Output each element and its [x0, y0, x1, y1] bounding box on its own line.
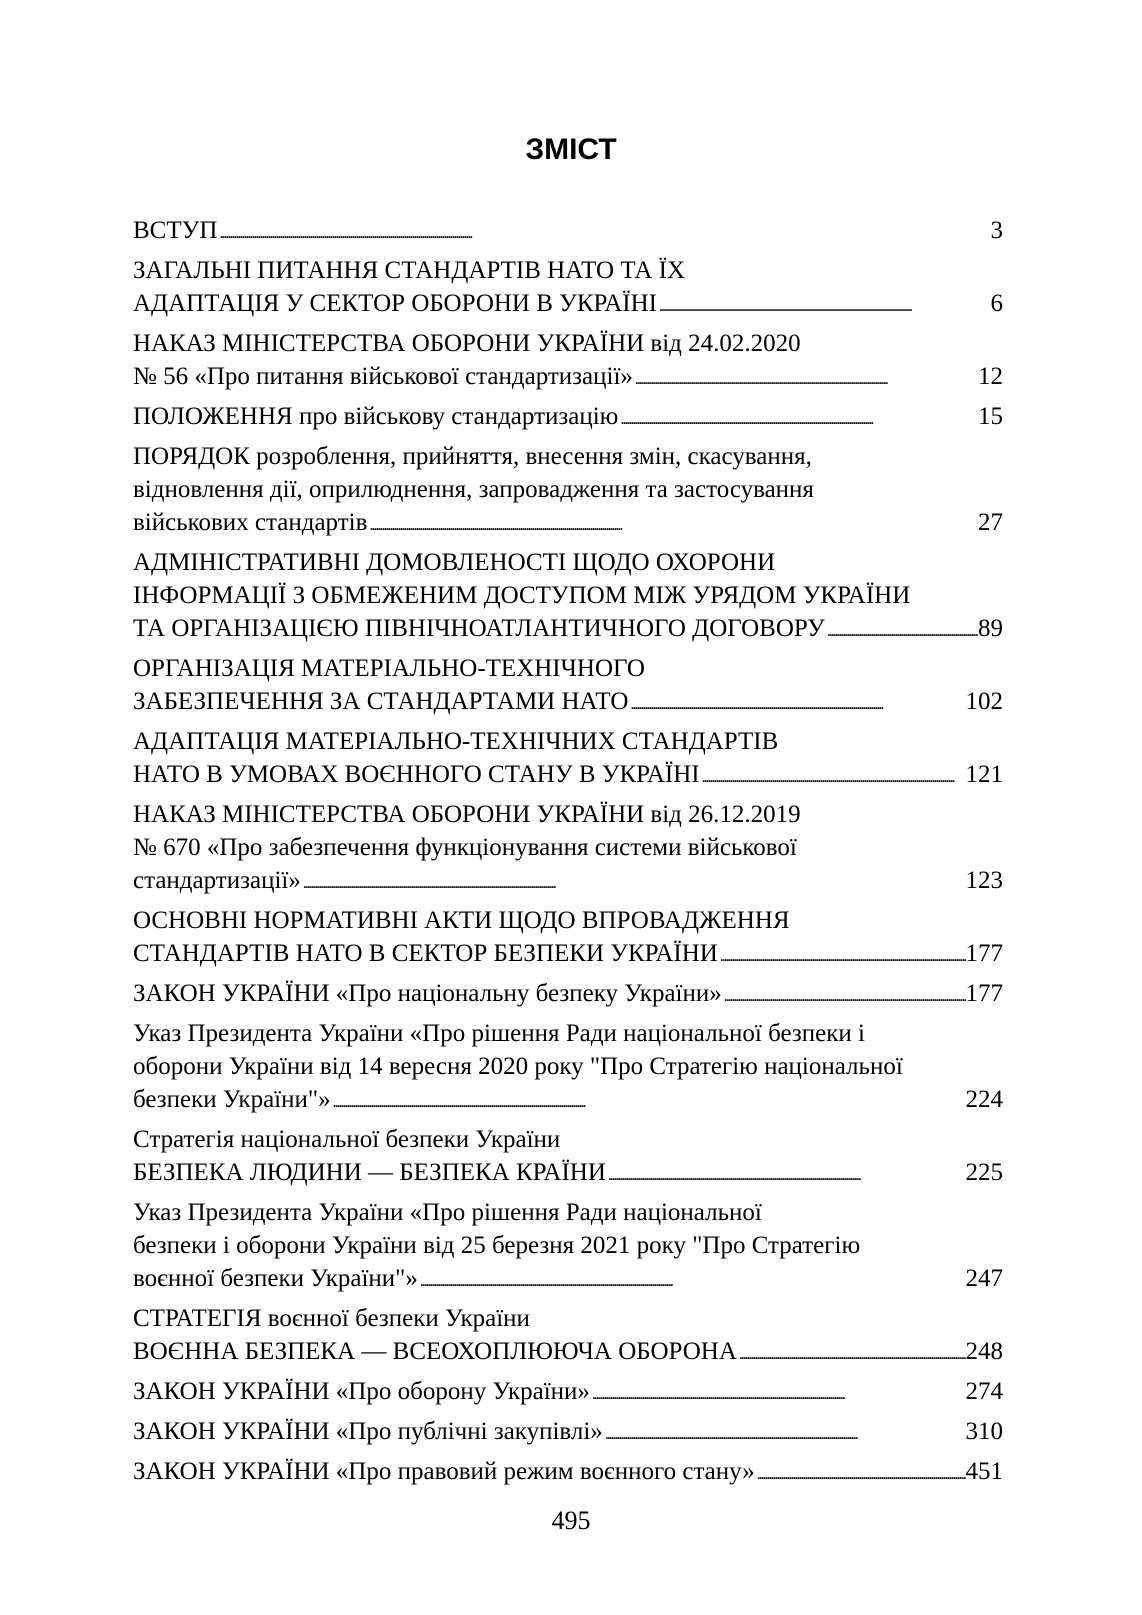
toc-page-number: 177: [965, 940, 1003, 967]
toc-entry-text: ВОЄННА БЕЗПЕКА — ВСЕОХОПЛЮЮЧА ОБОРОНА: [133, 1338, 737, 1365]
toc-entry-text: № 670 «Про забезпечення функціонування системи військової: [133, 834, 797, 861]
toc-entry-text: № 56 «Про питання військової стандартизації»: [133, 363, 633, 390]
toc-entry-text: ВСТУП: [133, 217, 218, 244]
dot-leader: [301, 864, 966, 900]
toc-entry-text: БЕЗПЕКА ЛЮДИНИ — БЕЗПЕКА КРАЇНИ: [133, 1159, 606, 1186]
toc-entry-line: [133, 400, 1003, 436]
toc-entry: [133, 400, 1003, 436]
toc-entry-text: Стратегія національної безпеки України: [133, 1126, 561, 1153]
toc-entry-text: ЗАКОН УКРАЇНИ «Про публічні закупівлі»: [133, 1418, 603, 1445]
dot-leader: [825, 612, 978, 648]
toc-page-number: 121: [965, 761, 1003, 788]
dot-leader: [700, 758, 966, 794]
toc-entry-line: [133, 1017, 1003, 1050]
toc-entry-text: ІНФОРМАЦІЇ З ОБМЕЖЕНИМ ДОСТУПОМ МІЖ УРЯДОМ УКРАЇНИ: [133, 582, 911, 609]
toc-entry-text: ЗАКОН УКРАЇНИ «Про національну безпеку України»: [133, 980, 722, 1007]
toc-entry: [133, 652, 1003, 721]
toc-entry-line: [133, 652, 1003, 685]
toc-page-number: 27: [978, 509, 1003, 536]
toc-entry-line: [133, 1415, 1003, 1451]
dot-leader: [755, 1455, 966, 1491]
toc-entry-line: [133, 977, 1003, 1013]
toc-page-number: 274: [965, 1378, 1003, 1405]
toc-page-number: 6: [990, 290, 1003, 317]
toc-page-number: 89: [978, 615, 1003, 642]
toc-entry-line: [133, 1375, 1003, 1411]
toc-entry-text: ЗАКОН УКРАЇНИ «Про оборону України»: [133, 1378, 590, 1405]
toc-entry-line: [133, 904, 1003, 937]
dot-leader: [737, 1335, 966, 1371]
toc-entry-line: [133, 725, 1003, 758]
toc-entry-line: [133, 254, 1003, 287]
toc-entry-line: [133, 612, 1003, 648]
toc-entry-text: стандартизації»: [133, 867, 301, 894]
toc-entry-line: [133, 864, 1003, 900]
toc-entry: [133, 254, 1003, 323]
toc-page-number: 224: [965, 1086, 1003, 1113]
toc-entry: [133, 1455, 1003, 1491]
toc-entry-line: [133, 473, 1003, 506]
dot-leader: [722, 977, 966, 1013]
toc-entry-line: [133, 1196, 1003, 1229]
toc-entry: [133, 1017, 1003, 1119]
toc-entry-text: СТАНДАРТІВ НАТО В СЕКТОР БЕЗПЕКИ УКРАЇНИ: [133, 940, 718, 967]
toc-entry-text: Указ Президента України «Про рішення Ради національної безпеки і: [133, 1020, 865, 1047]
toc-entry: [133, 725, 1003, 794]
toc-page-number: 310: [965, 1418, 1003, 1445]
toc-page-number: 247: [965, 1265, 1003, 1292]
toc-entry: [133, 1123, 1003, 1192]
toc-entry-text: ЗАГАЛЬНІ ПИТАННЯ СТАНДАРТІВ НАТО ТА ЇХ: [133, 257, 686, 284]
toc-entry: [133, 327, 1003, 396]
toc-entry-line: [133, 685, 1003, 721]
footer-page-number: 495: [551, 1506, 591, 1535]
toc-entry: [133, 904, 1003, 973]
toc-entry-text: НАТО В УМОВАХ ВОЄННОГО СТАНУ В УКРАЇНІ: [133, 761, 700, 788]
toc-entry-text: військових стандартів: [133, 509, 368, 536]
toc-entry-text: АДАПТАЦІЯ МАТЕРІАЛЬНО-ТЕХНІЧНИХ СТАНДАРТІВ: [133, 728, 779, 755]
toc-entry-line: [133, 1302, 1003, 1335]
toc-entry-text: ПОЛОЖЕННЯ про військову стандартизацію: [133, 403, 619, 430]
toc-page-number: 102: [965, 688, 1003, 715]
toc-entry-line: [133, 1335, 1003, 1371]
toc-entry-line: [133, 327, 1003, 360]
toc-entry-line: [133, 1123, 1003, 1156]
dot-leader: [217, 214, 990, 250]
toc-page-number: 3: [990, 217, 1003, 244]
dot-leader: [418, 1262, 966, 1298]
toc-page-number: 225: [965, 1159, 1003, 1186]
dot-leader: [618, 400, 978, 436]
toc-entry-line: [133, 360, 1003, 396]
dot-leader: [590, 1375, 966, 1411]
toc-entry: [133, 798, 1003, 900]
toc-entry-text: АДМІНІСТРАТИВНІ ДОМОВЛЕНОСТІ ЩОДО ОХОРОНИ: [133, 549, 776, 576]
toc-entry: [133, 1302, 1003, 1371]
toc-entry-text: воєнної безпеки України"»: [133, 1265, 418, 1292]
toc-entry-text: ТА ОРГАНІЗАЦІЄЮ ПІВНІЧНОАТЛАНТИЧНОГО ДОГОВОРУ: [133, 615, 825, 642]
toc-entry-text: ЗАКОН УКРАЇНИ «Про правовий режим воєнного стану»: [133, 1458, 755, 1485]
toc-entry-text: ОРГАНІЗАЦІЯ МАТЕРІАЛЬНО-ТЕХНІЧНОГО: [133, 655, 645, 682]
toc-entry: [133, 1415, 1003, 1451]
toc-entry: [133, 214, 1003, 250]
toc-entry-line: [133, 1229, 1003, 1262]
toc-entry-line: [133, 440, 1003, 473]
toc-entry-line: [133, 546, 1003, 579]
toc-entry-line: [133, 798, 1003, 831]
dot-leader: [367, 506, 978, 542]
dot-leader: [657, 287, 991, 323]
toc-entry-line: [133, 287, 1003, 323]
toc-entry-text: ЗАБЕЗПЕЧЕННЯ ЗА СТАНДАРТАМИ НАТО: [133, 688, 629, 715]
toc-entry: [133, 1196, 1003, 1298]
toc-entry-line: [133, 1083, 1003, 1119]
toc-entry-line: [133, 758, 1003, 794]
toc-entry-line: [133, 1455, 1003, 1491]
toc-entry-text: АДАПТАЦІЯ У СЕКТОР ОБОРОНИ В УКРАЇНІ: [133, 290, 657, 317]
table-of-contents: [133, 214, 1003, 1495]
dot-leader: [603, 1415, 966, 1451]
toc-page-number: 15: [978, 403, 1003, 430]
toc-entry-text: СТРАТЕГІЯ воєнної безпеки України: [133, 1305, 530, 1332]
toc-entry: [133, 440, 1003, 542]
toc-entry: [133, 977, 1003, 1013]
toc-entry-text: НАКАЗ МІНІСТЕРСТВА ОБОРОНИ УКРАЇНИ від 26.12.2019: [133, 801, 801, 828]
toc-page-number: 177: [965, 980, 1003, 1007]
toc-entry-text: відновлення дії, оприлюднення, запровадження та застосування: [133, 476, 814, 503]
toc-entry-line: [133, 1156, 1003, 1192]
dot-leader: [606, 1156, 966, 1192]
toc-entry: [133, 1375, 1003, 1411]
toc-page-number: 123: [965, 867, 1003, 894]
toc-entry-line: [133, 579, 1003, 612]
toc-entry-text: НАКАЗ МІНІСТЕРСТВА ОБОРОНИ УКРАЇНИ від 24.02.2020: [133, 330, 801, 357]
toc-entry-line: [133, 1050, 1003, 1083]
toc-entry-line: [133, 1262, 1003, 1298]
toc-page-number: 451: [965, 1458, 1003, 1485]
dot-leader: [628, 685, 965, 721]
dot-leader: [331, 1083, 966, 1119]
toc-entry-text: безпеки і оборони України від 25 березня 2021 року "Про Стратегію: [133, 1232, 861, 1259]
toc-entry-line: [133, 937, 1003, 973]
dot-leader: [633, 360, 978, 396]
toc-entry-text: оборони України від 14 вересня 2020 року "Про Стратегію національної: [133, 1053, 903, 1080]
page-title: ЗМІСТ: [525, 133, 617, 166]
toc-entry-text: ОСНОВНІ НОРМАТИВНІ АКТИ ЩОДО ВПРОВАДЖЕННЯ: [133, 907, 790, 934]
toc-entry-text: Указ Президента України «Про рішення Ради національної: [133, 1199, 762, 1226]
toc-page-number: 248: [965, 1338, 1003, 1365]
toc-entry-line: [133, 506, 1003, 542]
toc-entry-text: безпеки України"»: [133, 1086, 331, 1113]
dot-leader: [718, 937, 966, 973]
toc-page-number: 12: [978, 363, 1003, 390]
toc-entry-text: ПОРЯДОК розроблення, прийняття, внесення змін, скасування,: [133, 443, 812, 470]
toc-entry-line: [133, 831, 1003, 864]
toc-entry-line: [133, 214, 1003, 250]
toc-entry: [133, 546, 1003, 648]
